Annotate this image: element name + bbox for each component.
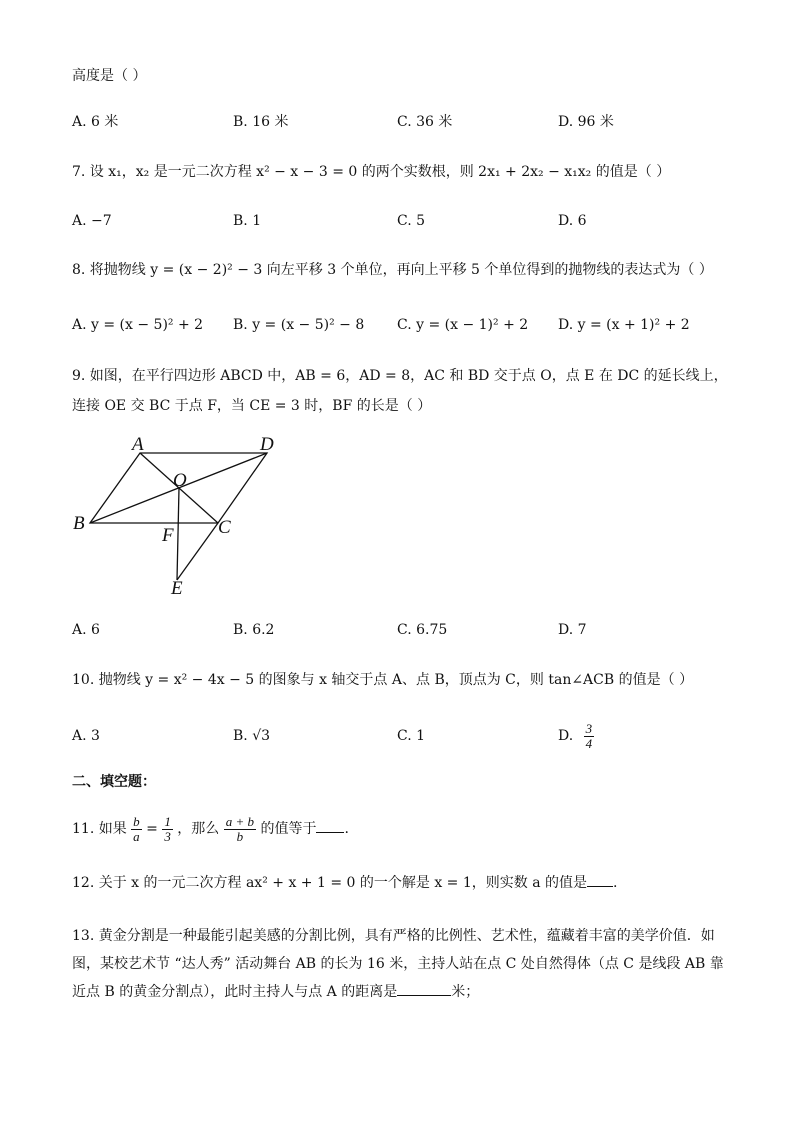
q11-end: . — [344, 821, 349, 837]
fraction-numerator: b — [133, 813, 140, 829]
q10-option-b: B. √3 — [233, 728, 271, 744]
q9-option-d: D. 7 — [558, 622, 587, 638]
section-heading-fill-in: 二、填空题： — [72, 774, 156, 790]
fraction-denominator: a — [133, 828, 140, 844]
q11-suffix: 的值等于 — [260, 821, 317, 837]
q12-answer-blank[interactable] — [587, 886, 613, 887]
label-f: F — [162, 525, 174, 546]
q12-text: 12. 关于 x 的一元二次方程 ax² + x + 1 = 0 的一个解是 x = 1，则实数 a 的值是 — [72, 875, 587, 891]
fraction-denominator: 4 — [585, 735, 593, 751]
q13-line3 — [72, 982, 479, 1002]
q10-option-d — [558, 718, 594, 754]
q11-fraction-b-over-a — [131, 815, 142, 844]
q12-stem — [72, 873, 617, 893]
q9-parallelogram-figure — [70, 437, 290, 602]
fraction-denominator: b — [236, 828, 244, 844]
q10-option-c: C. 1 — [397, 728, 426, 744]
q10-option-d-letter: D. — [558, 728, 574, 744]
fraction-numerator: 1 — [164, 813, 171, 829]
q6-option-a: A. 6 米 — [72, 114, 119, 130]
q7-option-a: A. −7 — [72, 213, 112, 229]
q8-option-d: D. y = (x + 1)² + 2 — [558, 317, 690, 333]
q7-option-c: C. 5 — [397, 213, 426, 229]
q10-option-d-fraction — [584, 722, 595, 751]
q13-line1: 13. 黄金分割是一种最能引起美感的分割比例，具有严格的比例性、艺术性，蕴藏着丰富的美学价值．如 — [72, 928, 715, 944]
q8-option-a: A. y = (x − 5)² + 2 — [72, 317, 204, 333]
q7-option-d: D. 6 — [558, 213, 587, 229]
q8-option-b: B. y = (x − 5)² − 8 — [233, 317, 365, 333]
fraction-denominator: 3 — [164, 828, 171, 844]
q13-answer-blank[interactable] — [397, 995, 451, 996]
q9-option-b: B. 6.2 — [233, 622, 275, 638]
q9-stem-line1: 9. 如图，在平行四边形 ABCD 中，AB = 6，AD = 8，AC 和 BD 交于点 O，点 E 在 DC 的延长线上， — [72, 368, 728, 384]
q6-option-d: D. 96 米 — [558, 114, 614, 130]
q13-line3-end: 米； — [451, 984, 480, 1000]
q11-stem — [72, 814, 349, 844]
q11-fraction-a-plus-b-over-b — [224, 815, 256, 844]
fraction-numerator: 3 — [585, 720, 593, 736]
q11-answer-blank[interactable] — [316, 832, 344, 833]
label-c: C — [218, 517, 231, 538]
q11-prefix: 11. 如果 — [72, 821, 127, 837]
q8-option-c: C. y = (x − 1)² + 2 — [397, 317, 529, 333]
q11-equals: = — [146, 821, 158, 837]
q6-option-b: B. 16 米 — [233, 114, 289, 130]
q13-line2: 图，某校艺术节 “达人秀” 活动舞台 AB 的长为 16 米，主持人站在点 C 处自然得体（点 C 是线段 AB 靠 — [72, 956, 724, 972]
q7-stem: 7. 设 x₁，x₂ 是一元二次方程 x² − x − 3 = 0 的两个实数根，则 2x₁ + 2x₂ − x₁x₂ 的值是（ ） — [72, 164, 671, 180]
label-a: A — [132, 437, 144, 455]
label-o: O — [173, 470, 187, 491]
q9-option-c: C. 6.75 — [397, 622, 448, 638]
q12-end: . — [613, 875, 618, 891]
q9-stem-line2: 连接 OE 交 BC 于点 F，当 CE = 3 时，BF 的长是（ ） — [72, 398, 432, 414]
label-d: D — [260, 437, 274, 455]
q6-option-c: C. 36 米 — [397, 114, 453, 130]
q13-line3-text: 近点 B 的黄金分割点），此时主持人与点 A 的距离是 — [72, 984, 398, 1000]
q8-stem: 8. 将抛物线 y = (x − 2)² − 3 向左平移 3 个单位，再向上平移 5 个单位得到的抛物线的表达式为（ ） — [72, 262, 713, 278]
q9-option-a: A. 6 — [72, 622, 100, 638]
q10-option-a: A. 3 — [72, 728, 100, 744]
segment-ce — [177, 523, 218, 580]
q6-stem-tail: 高度是（ ） — [72, 68, 147, 84]
q11-middle: ，那么 — [177, 821, 220, 837]
segment-oe — [177, 488, 179, 580]
label-e: E — [171, 578, 183, 599]
q11-fraction-one-third — [162, 815, 173, 844]
q7-option-b: B. 1 — [233, 213, 262, 229]
label-b: B — [73, 513, 85, 534]
fraction-numerator: a + b — [225, 813, 254, 829]
q10-stem: 10. 抛物线 y = x² − 4x − 5 的图象与 x 轴交于点 A、点 B，顶点为 C，则 tan∠ACB 的值是（ ） — [72, 672, 694, 688]
